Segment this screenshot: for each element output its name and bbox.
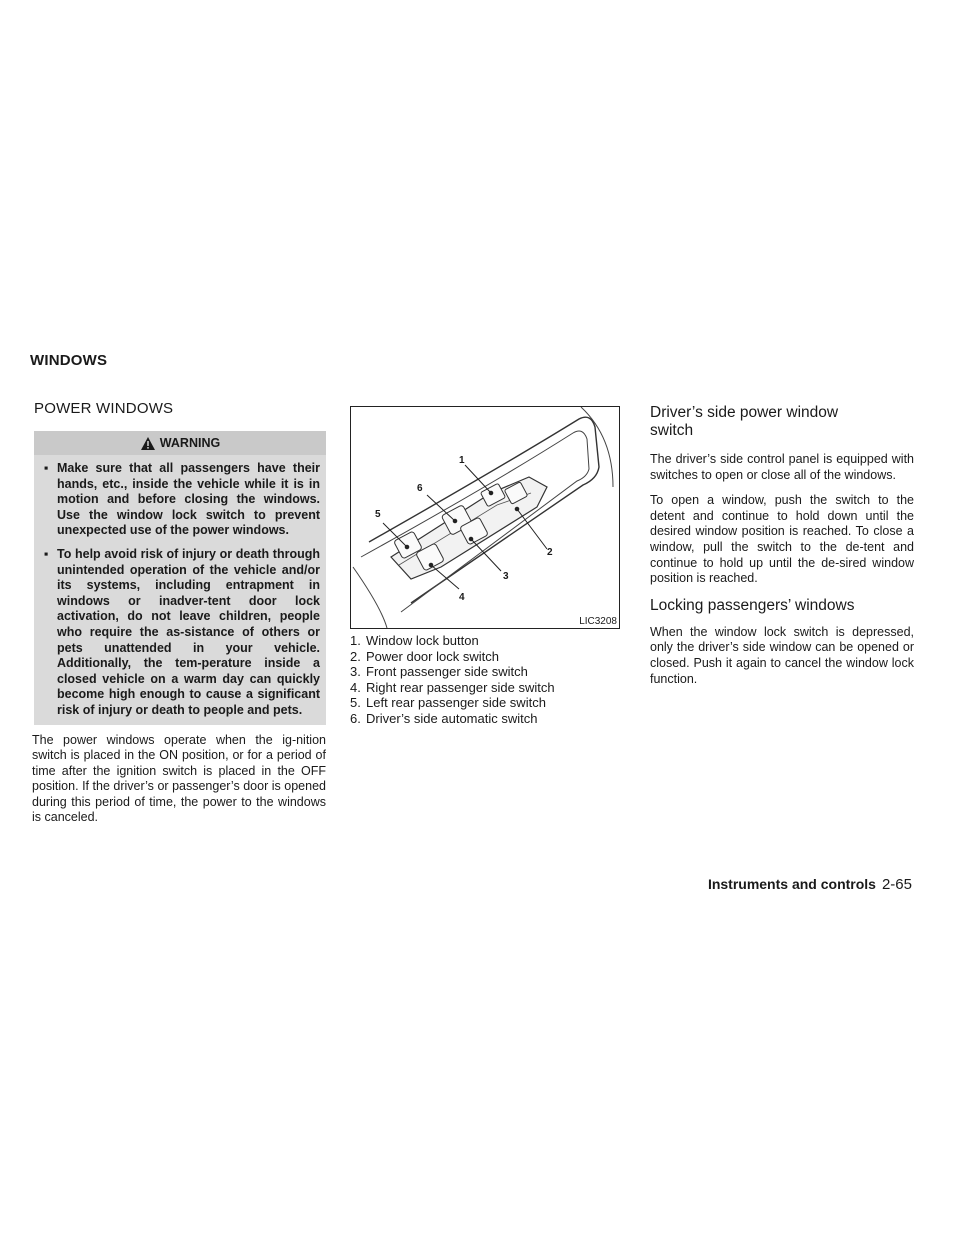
warning-list [34, 455, 326, 725]
window-switch-figure [350, 406, 620, 629]
legend-number: 3. [350, 664, 361, 680]
legend-number: 1. [350, 633, 361, 648]
page-footer [708, 876, 912, 893]
column-driver-switch [650, 400, 914, 697]
legend-number: 4. [350, 679, 361, 695]
warning-text: To help avoid risk of injury or death through unintended operation of the vehicle and/or its systems, including entrapment in windows or inadver-tent door lock activation, do not leave children, people who require the as-sistance of others or pets unattended in your vehicle. Additionally, the tem-perature inside a closed vehicle on a warm day can quickly become high enough to cause a significant risk of injury or death to people and pets. [57, 546, 320, 717]
legend-item [350, 695, 622, 711]
switch-panel-illustration [351, 407, 619, 628]
legend-item [350, 649, 622, 665]
legend-item [350, 633, 622, 649]
callout-5: 5 [375, 509, 381, 520]
warning-item [42, 461, 320, 539]
legend-item [350, 711, 622, 727]
legend-text: Front passenger side switch [366, 664, 528, 680]
footer-page-number: 2-65 [881, 876, 912, 893]
power-windows-title: POWER WINDOWS [34, 400, 174, 417]
bullet-icon: ▪ [44, 546, 49, 561]
figure-legend [350, 633, 622, 727]
legend-number: 6. [350, 710, 361, 726]
warning-label: WARNING [159, 436, 221, 450]
warning-item [42, 547, 320, 719]
bullet-icon: ▪ [44, 461, 49, 475]
legend-text: Driver’s side automatic switch [366, 710, 538, 726]
locking-title: Locking passengers’ windows [650, 596, 855, 614]
legend-text: Right rear passenger side switch [366, 679, 555, 695]
legend-number: 5. [350, 695, 361, 711]
section-heading: WINDOWS [30, 352, 108, 369]
legend-text: Power door lock switch [366, 648, 499, 664]
legend-number: 2. [350, 648, 361, 664]
legend-item [350, 664, 622, 680]
drivers-switch-p1: The driver’s side control panel is equipped with switches to open or close all of the windows. [650, 452, 914, 482]
warning-box [34, 431, 326, 725]
drivers-switch-title: Driver’s side power window switch [650, 404, 839, 439]
power-windows-body: The power windows operate when the ig-nition switch is placed in the ON position, or for a period of time after the ignition switch is placed in the OFF position. If the driver’s or passenger’s door is opened during this period of time, the power to the windows is canceled. [32, 732, 326, 825]
legend-item [350, 680, 622, 696]
callout-4: 4 [459, 592, 465, 603]
footer-chapter: Instruments and controls [707, 876, 876, 892]
warning-triangle-icon [140, 436, 156, 451]
callout-1: 1 [459, 455, 465, 466]
warning-header [34, 431, 326, 455]
callout-3: 3 [503, 571, 509, 582]
column-figure [350, 406, 622, 727]
legend-text: Window lock button [366, 633, 479, 648]
warning-text: Make sure that all passengers have their hands, etc., inside the vehicle while it is in motion and before closing the windows. Use the window lock switch to prevent unexpected use of the power windows. [57, 461, 320, 538]
column-power-windows [32, 400, 326, 826]
locking-p1: When the window lock switch is depressed, only the driver’s side window can be opened or closed. Push it again to cancel the window lock function. [650, 624, 914, 686]
drivers-switch-p2: To open a window, push the switch to the detent and continue to hold down until the desired window position is reached. To close a window, pull the switch to the de-tent and continue to hold up until the de-sired window position is reached. [650, 493, 914, 586]
legend-text: Left rear passenger side switch [366, 695, 546, 711]
callout-2: 2 [547, 547, 553, 558]
callout-6: 6 [417, 483, 423, 494]
figure-code: LIC3208 [579, 616, 617, 627]
